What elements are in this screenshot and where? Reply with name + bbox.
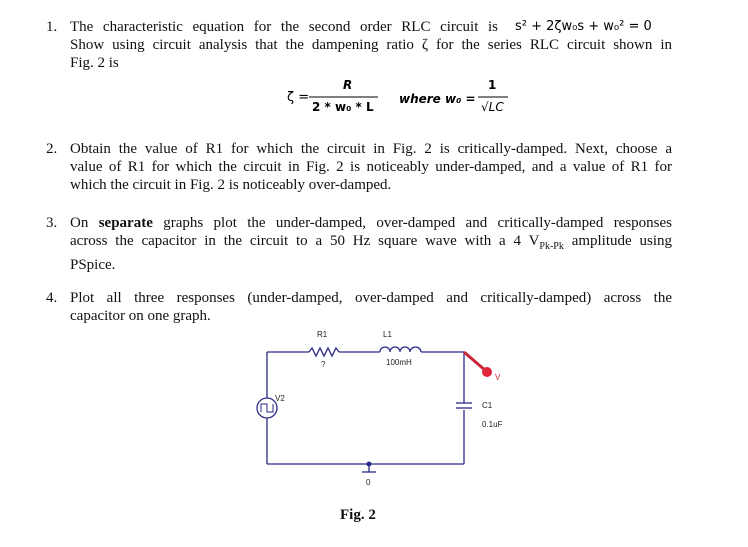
question-2-line-2: value of R1 for which the circuit in Fig. 2 is noticeably under-damped, and a value of R1 for: [70, 159, 672, 175]
junction-dot: [367, 462, 372, 467]
characteristic-equation: s² + 2ζw₀s + w₀² = 0: [515, 19, 652, 34]
resistor-r1: [309, 348, 339, 356]
voltage-probe-icon: [482, 367, 492, 377]
c1-label: C1: [482, 401, 493, 410]
r1-value: ?: [321, 360, 326, 369]
zeta-denominator: 2 * w₀ * L: [312, 100, 374, 114]
question-number: 2.: [46, 141, 58, 157]
probe-lead: [464, 352, 486, 371]
question-1-line-1: The characteristic equation for the second order RLC circuit is: [70, 19, 498, 35]
subscript: Pk-Pk: [539, 241, 564, 252]
question-3-line-3: PSpice.: [70, 257, 116, 273]
ground-label: 0: [366, 478, 371, 487]
w0-denominator: √LC: [481, 100, 504, 114]
l1-label: L1: [383, 330, 392, 339]
w0-numerator: 1: [488, 78, 497, 92]
question-number: 3.: [46, 215, 58, 231]
text: across the capacitor in the circuit to a 50 Hz square wave with a 4 V: [70, 233, 540, 249]
probe-label: V: [495, 373, 501, 382]
question-2-line-3: which the circuit in Fig. 2 is noticeably over-damped.: [70, 177, 392, 193]
figure-caption: Fig. 2: [340, 507, 376, 523]
question-1-line-3: Fig. 2 is: [70, 55, 119, 71]
text: amplitude using: [571, 233, 672, 249]
zeta-numerator: R: [343, 78, 353, 92]
l1-value: 100mH: [386, 358, 412, 367]
r1-label: R1: [317, 330, 328, 339]
question-4-line-2: capacitor on one graph.: [70, 308, 211, 324]
question-1-line-2: Show using circuit analysis that the dampening ratio ζ for the series RLC circuit shown in: [70, 37, 672, 53]
zeta-lhs: ζ =: [287, 90, 310, 105]
v2-label: V2: [275, 394, 285, 403]
question-number: 1.: [46, 19, 58, 35]
inductor-l1: [380, 347, 421, 352]
c1-value: 0.1uF: [482, 420, 503, 429]
question-number: 4.: [46, 290, 58, 306]
emphasis-separate: separate: [98, 215, 153, 231]
question-2-line-1: Obtain the value of R1 for which the circuit in Fig. 2 is critically-damped. Next, choose a: [70, 141, 672, 157]
where-w0: where w₀ =: [399, 92, 476, 106]
square-wave-icon: [261, 404, 273, 412]
text: On: [70, 215, 89, 231]
question-4-line-1: Plot all three responses (under-damped, over-damped and critically-damped) across the: [70, 290, 672, 306]
text: graphs plot the under-damped, over-damped and critically-damped responses: [163, 215, 673, 231]
